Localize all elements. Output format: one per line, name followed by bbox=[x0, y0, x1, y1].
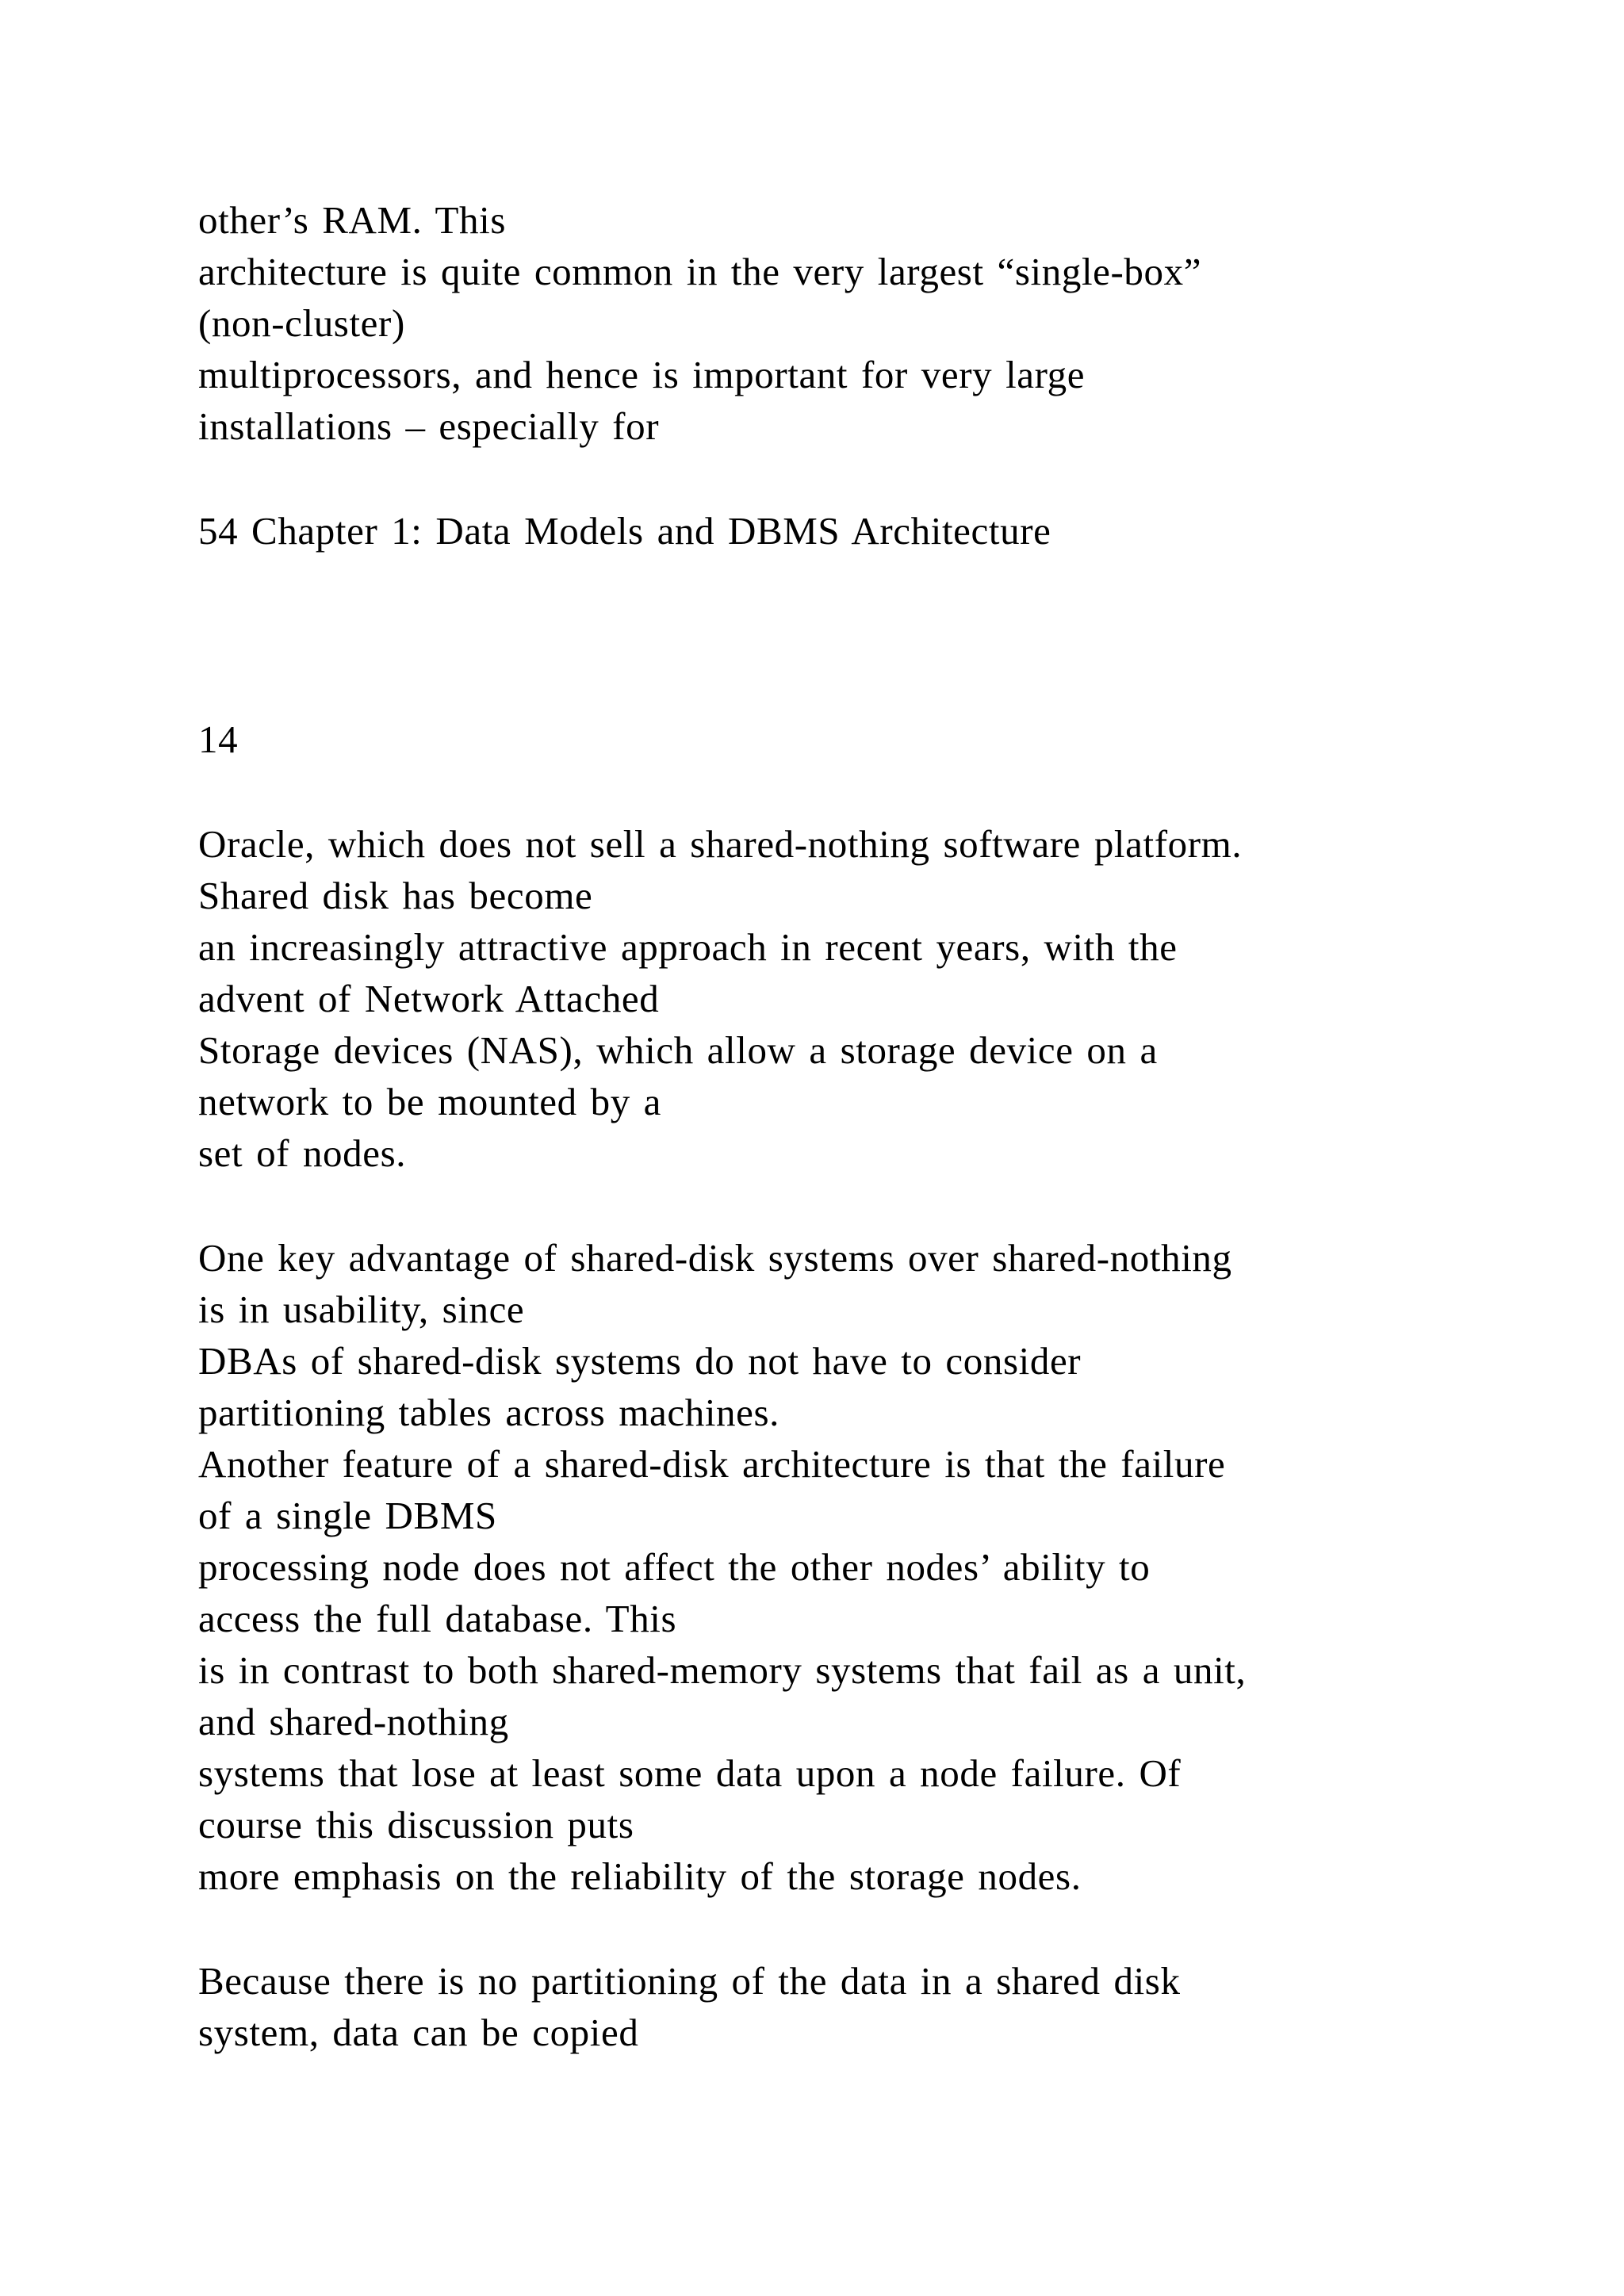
text-line: Storage devices (NAS), which allow a storage device on a bbox=[198, 1028, 1158, 1072]
text-line: installations – especially for bbox=[198, 404, 660, 448]
text-line: is in contrast to both shared-memory systems that fail as a unit, bbox=[198, 1648, 1247, 1692]
text-line: systems that lose at least some data upon a node failure. Of bbox=[198, 1751, 1182, 1795]
text-line: Because there is no partitioning of the data in a shared disk bbox=[198, 1959, 1181, 2003]
running-header: 54 Chapter 1: Data Models and DBMS Architecture bbox=[198, 509, 1051, 553]
text-line: advent of Network Attached bbox=[198, 977, 660, 1020]
text-line: multiprocessors, and hence is important for very large bbox=[198, 353, 1086, 396]
page-number: 14 bbox=[198, 718, 239, 761]
text-line: other’s RAM. This bbox=[198, 198, 506, 242]
text-line: an increasingly attractive approach in recent years, with the bbox=[198, 925, 1178, 969]
text-line: access the full database. This bbox=[198, 1597, 677, 1640]
text-line: Oracle, which does not sell a shared-nothing software platform. bbox=[198, 822, 1243, 866]
text-line: more emphasis on the reliability of the storage nodes. bbox=[198, 1854, 1082, 1898]
text-line: set of nodes. bbox=[198, 1131, 407, 1175]
text-line: Another feature of a shared-disk architecture is that the failure bbox=[198, 1442, 1226, 1486]
text-line: system, data can be copied bbox=[198, 2011, 639, 2054]
text-line: network to be mounted by a bbox=[198, 1080, 662, 1123]
text-line: (non-cluster) bbox=[198, 301, 405, 345]
text-line: is in usability, since bbox=[198, 1288, 525, 1331]
text-line: of a single DBMS bbox=[198, 1494, 497, 1537]
text-line: course this discussion puts bbox=[198, 1803, 634, 1846]
text-line: architecture is quite common in the very largest “single-box” bbox=[198, 250, 1202, 293]
text-line: and shared-nothing bbox=[198, 1700, 509, 1743]
text-line: Shared disk has become bbox=[198, 874, 593, 917]
text-line: partitioning tables across machines. bbox=[198, 1391, 780, 1434]
text-line: DBAs of shared-disk systems do not have to consider bbox=[198, 1339, 1082, 1383]
text-line: One key advantage of shared-disk systems over shared-nothing bbox=[198, 1236, 1232, 1280]
text-line: processing node does not affect the other nodes’ ability to bbox=[198, 1545, 1151, 1589]
